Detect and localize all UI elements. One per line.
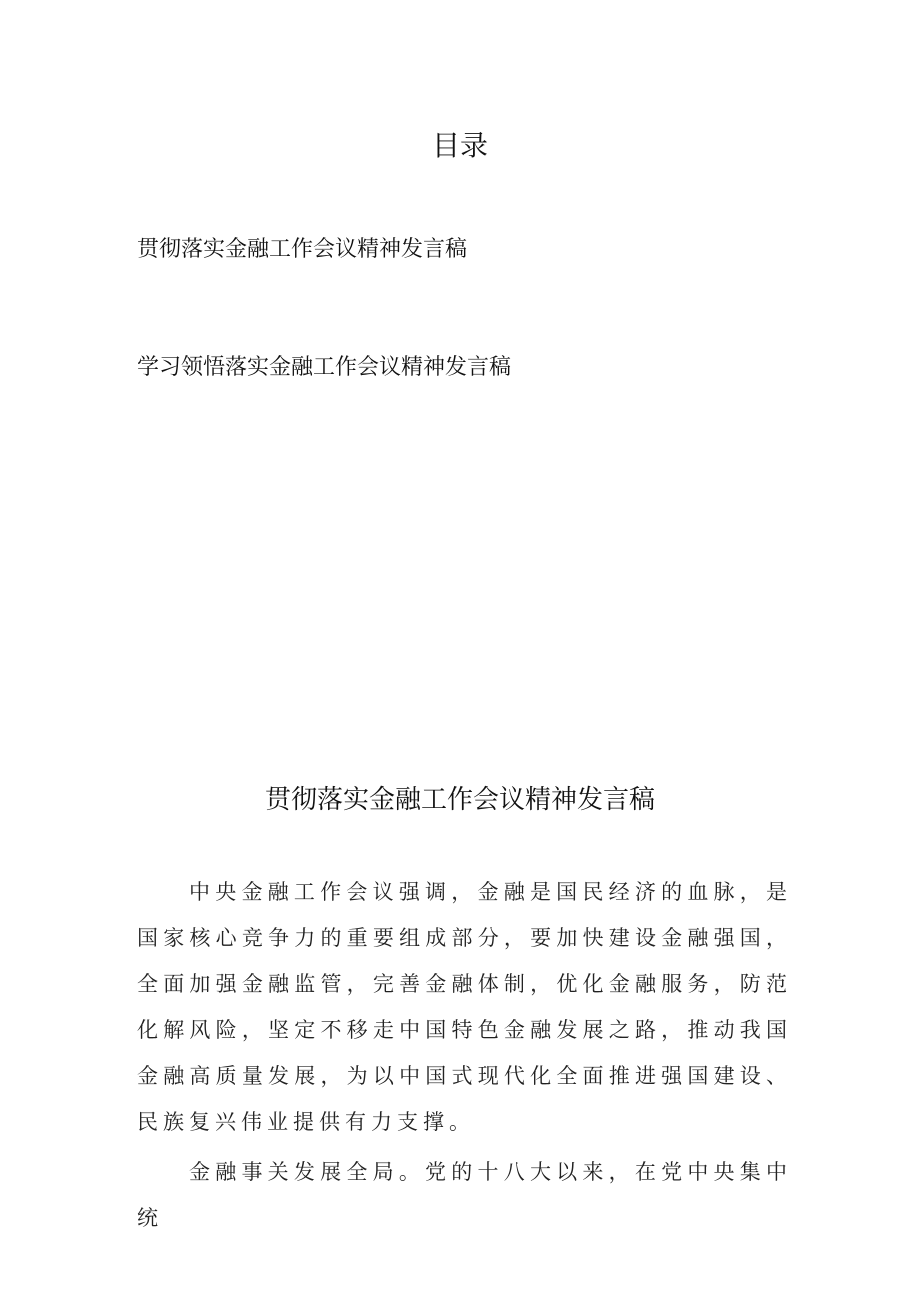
- toc-title: 目录: [431, 129, 488, 162]
- article-title: 贯彻落实金融工作会议精神发言稿: [264, 785, 655, 815]
- toc-item[interactable]: 学习领悟落实金融工作会议精神发言稿: [137, 355, 512, 380]
- toc-list: [137, 232, 511, 386]
- article-body: [137, 869, 792, 1245]
- body-paragraph: 金融事关发展全局。党的十八大以来，在党中央集中统: [137, 1160, 792, 1230]
- toc-item[interactable]: 贯彻落实金融工作会议精神发言稿: [137, 237, 468, 262]
- body-paragraph: 中央金融工作会议强调，金融是国民经济的血脉，是国家核心竞争力的重要组成部分，要加快建设金融强国，全面加强金融监管，完善金融体制，优化金融服务，防范化解风险，坚定不移走中国特色金融发展之路，推动我国金融高质量发展，为以中国式现代化全面推进强国建设、民族复兴伟业提供有力支撑。: [137, 880, 792, 1134]
